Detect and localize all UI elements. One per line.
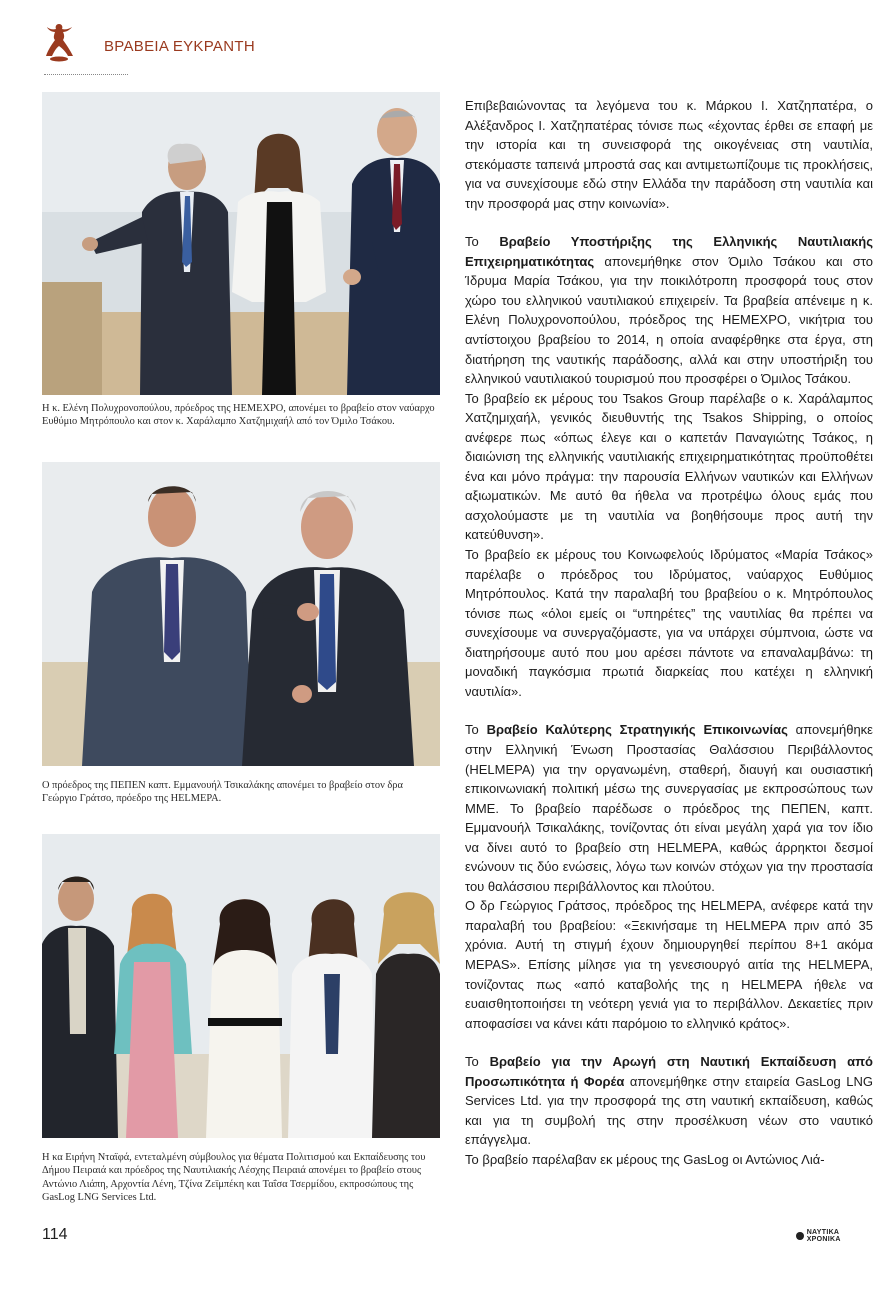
article-paragraph: Το βραβείο εκ μέρους του Tsakos Group παρέλαβε ο κ. Χαράλαμπος Χατζημιχαήλ, γενικός διευθυντής της Tsakos Shipping, ο οποίος ανέφερε πως «όπως έλεγε και ο καπετάν Παναγιώτης Τσάκος, η διαιώνιση της ελληνικής ναυτιλιακής επιχειρηματικότητας προϋποθέτει ένα και μόνο πράγμα: την παρουσία Ελλήνων ναυτικών και Ελλήνων αξιωματικών. Με αυτό θα ήθελα να προτρέψω όλους εμάς που ασχολούμαστε με τη ναυτιλία να βοηθήσουμε προς αυτή την κατεύθυνση».: [465, 390, 873, 543]
award-name: Βραβείο Υποστήριξης της Ελληνικής Ναυτιλιακής Επιχειρηματικότητας: [465, 234, 873, 269]
article-paragraph: Ο δρ Γεώργιος Γράτσος, πρόεδρος της HELMEPA, ανέφερε κατά την παραλαβή του βραβείου: «Ξεκινήσαμε τη HELMEPA πριν από 35 χρόνια. Αυτή τη στιγμή έχουν δημιουργηθεί περίπου 8+1 ακόμα MEPAS». Επίσης μίλησε για τη γενεσιουργό αιτία της HELMEPA, τονίζοντας πως «από καταβολής της η HELMEPA ήθελε να ευαισθητοποιήσει τη νεότερη γενιά για το περιβάλλον. Δεκαετίες πριν αποφασίσει να κάνει κάτι παρόμοιο το ελληνικό κράτος».: [465, 898, 873, 1031]
photo-1-caption: Η κ. Ελένη Πολυχρονοπούλου, πρόεδρος της ΗΕΜΕΧΡΟ, απονέμει το βραβείο στον ναύαρχο Ευθύμιο Μητρόπουλο και στον κ. Χαράλαμπο Χατζημιχαήλ από τον Όμιλο Τσάκου.: [42, 403, 435, 428]
paragraph-rest: απονεμήθηκε στον Όμιλο Τσάκου και στο Ίδρυμα Μαρία Τσάκου, για την ποικιλότροπη προσφορά τους στον χώρο του ελληνικού ναυτιλιακού επιχειρείν. Τα βραβεία απένειμε η κ. Ελένη Πολυχρονοπούλου, πρόεδρος της ΗΕΜΕΧΡΟ, νικήτρια του αντίστοιχου βραβείου το 2014, η οποία αναφέρθηκε στα έργα, στη διατήρηση της ναυτικής παράδοσης, αλλά και στην υποστήριξη του ελληνικού ναυτιλιακού τουρισμού που προσφέρει ο Όμιλος Τσάκου.: [465, 253, 873, 387]
paragraph-rest: απονεμήθηκε στην Ελληνική Ένωση Προστασίας Θαλάσσιου Περιβάλλοντος (HELMEPA) για την οργανωμένη, σταθερή, διαυγή και ουσιαστική επικοινωνιακή πολιτική μέσω της συνεργασίας με εκπροσώπους των ΜΜΕ. Το βραβείο παρέδωσε ο πρόεδρος της ΠΕΠΕΝ, καπτ. Εμμανουήλ Τσικαλάκης, τονίζοντας ότι είναι μεγάλη χαρά για τον ίδιο να δίνει αυτό το βραβείο στη HELMEPA, καθώς άρρηκτοι δεσμοί ενώνουν τις δύο ενώσεις, λόγω των κοινών στόχων για την προστασία του θαλάσσιου περιβάλλοντος και πλούτου.: [465, 722, 873, 894]
award-photo-1: [42, 92, 440, 395]
article-paragraph: [465, 1052, 873, 1150]
dancer-figure-icon: [44, 20, 74, 64]
paragraph-lead: Το: [465, 234, 500, 250]
article-paragraph: Το βραβείο παρέλαβαν εκ μέρους της GasLog οι Αντώνιος Λιά-: [465, 1151, 825, 1167]
article-paragraph: Επιβεβαιώνοντας τα λεγόμενα του κ. Μάρκου Ι. Χατζηπατέρα, ο Αλέξανδρος Ι. Χατζηπατέρας τόνισε πως «έχοντας έρθει σε επαφή με την ιστορία και τη συνεισφορά της οικογένειας στη ναυτιλία, στεκόμαστε ταπεινά μπροστά σας και αντιμετωπίζουμε τις προκλήσεις, για να συνεχίσουμε εδώ στην Ελλάδα την παράδοση στη ναυτιλία και την προσφορά μας στην κοινωνία».: [465, 98, 873, 211]
article-paragraph: [465, 720, 873, 896]
article-paragraph: Το βραβείο εκ μέρους του Κοινωφελούς Ιδρύματος «Μαρία Τσάκος» παρέλαβε ο πρόεδρος του Ιδρύματος, ναύαρχος Ευθύμιος Μητρόπουλος. Κατά την παραλαβή του βραβείου ο κ. Μητρόπουλος τόνισε πως «όλοι εμείς οι “υπηρέτες” της ναυτιλίας θα πρέπει να συνεχίσουμε να συνεργαζόμαστε, για να υπάρχει σύμπνοια, ώστε να διατηρήσουμε αυτό που μου αρέσει πάντοτε να επαναλαμβάνω: τη μοναδική παγκόσμια πρωτιά διαρκείας που κατέχει η ελληνική ναυτιλία».: [465, 547, 873, 699]
page-number: 114: [42, 1226, 68, 1243]
award-name: Βραβείο για την Αρωγή στη Ναυτική Εκπαίδευση από Προσωπικότητα ή Φορέα: [465, 1054, 873, 1089]
article-column: [465, 96, 873, 1169]
article-paragraph: [465, 232, 873, 388]
award-photo-2: [42, 462, 440, 766]
brand-logo-icon: [796, 1232, 804, 1240]
paragraph-rest: απονεμήθηκε στην εταιρεία GasLog LNG Services Ltd. για την προσφορά της στη ναυτική εκπαίδευση, καθώς και για τη συμβολή της στην προσέλκυση νέων στο ναυτικό επάγγελμα.: [465, 1073, 873, 1148]
paragraph-lead: Το: [465, 722, 487, 738]
section-title: ΒΡΑΒΕΙΑ ΕΥΚΡΑΝΤΗ: [104, 38, 255, 55]
photo-2-caption: Ο πρόεδρος της ΠΕΠΕΝ καπτ. Εμμανουήλ Τσικαλάκης απονέμει το βραβείο στον δρα Γεώργιο Γράτσο, πρόεδρο της HELMEPA.: [42, 780, 403, 805]
page-header: [44, 20, 444, 80]
paragraph-lead: Το: [465, 1054, 490, 1070]
award-name: Βραβείο Καλύτερης Στρατηγικής Επικοινωνίας: [486, 722, 788, 738]
award-photo-3: [42, 834, 440, 1138]
publication-brand: [796, 1229, 873, 1243]
photo-3-caption: Η κα Ειρήνη Νταϊφά, εντεταλμένη σύμβουλος για θέματα Πολιτισμού και Εκπαίδευσης του Δήμου Πειραιά και πρόεδρος της Ναυτιλιακής Λέσχης Πειραιά απονέμει το βραβείο στους Αντώνιο Λιάπη, Αρχοντία Λένη, Τζίνα Ζεϊμπέκη και Ταΐσα Τσερμίδου, εκπροσώπους της GasLog LNG Services Ltd.: [42, 1152, 426, 1204]
header-divider: [44, 74, 128, 75]
brand-name: ΝΑΥΤΙΚΑ ΧΡΟΝΙΚΑ: [806, 1229, 841, 1243]
